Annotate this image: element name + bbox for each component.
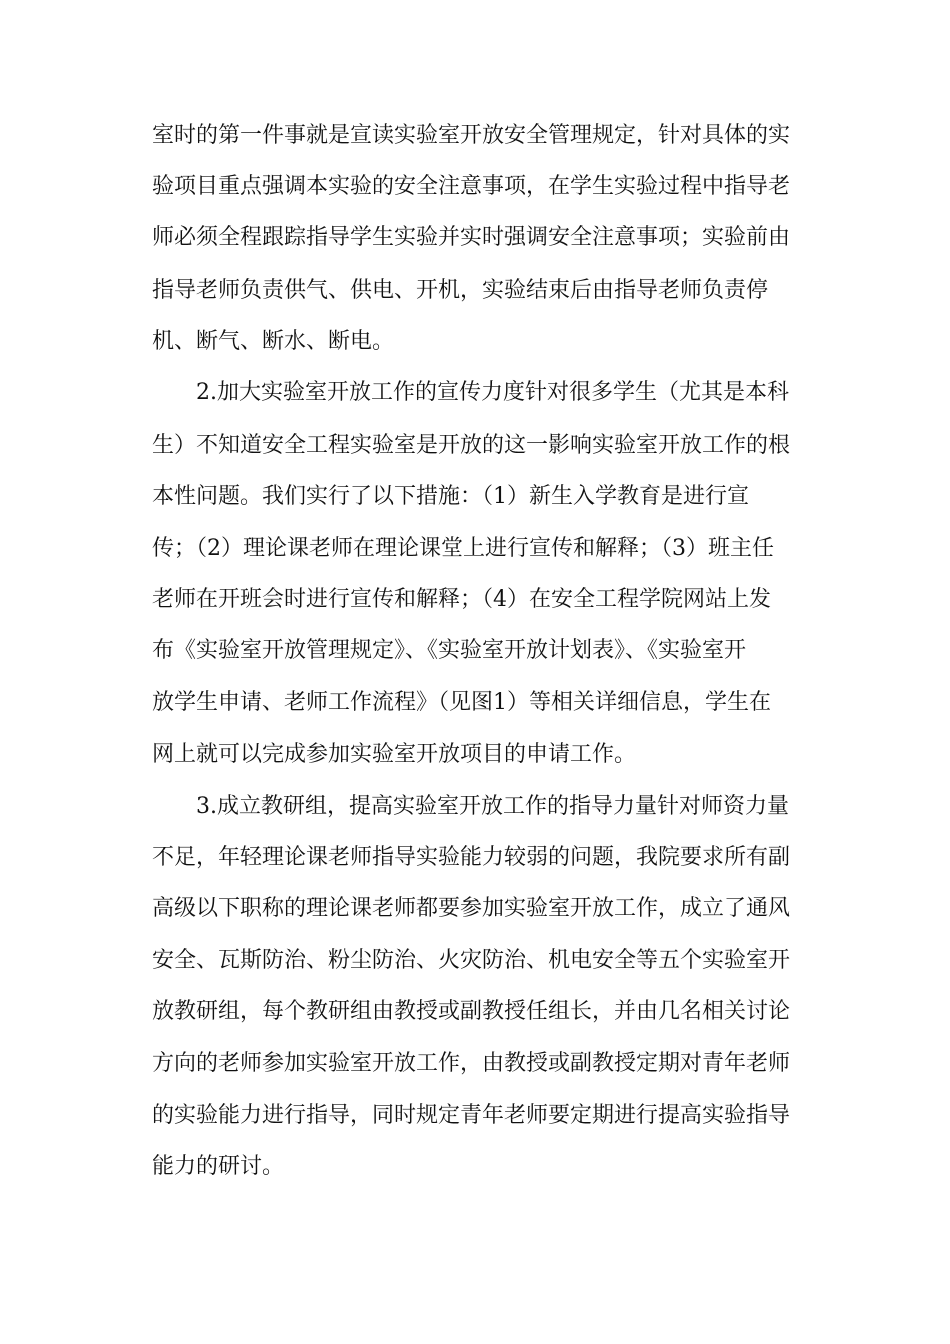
text-line: 不足，年轻理论课老师指导实验能力较弱的问题，我院要求所有副 [152,845,791,870]
text-line: 安全、瓦斯防治、粉尘防治、火灾防治、机电安全等五个实验室开 [152,948,791,973]
text-line: 生）不知道安全工程实验室是开放的这一影响实验室开放工作的根 [152,433,791,458]
text-line: 验项目重点强调本实验的安全注意事项，在学生实验过程中指导老 [152,174,791,199]
text-line: 放学生申请、老师工作流程》（见图1）等相关详细信息，学生在 [152,690,771,715]
text-line: 室时的第一件事就是宣读实验室开放安全管理规定，针对具体的实 [152,123,791,148]
text-line: 布《实验室开放管理规定》、《实验室开放计划表》、《实验室开 [152,638,747,663]
text-line: 师必须全程跟踪指导学生实验并实时强调安全注意事项；实验前由 [152,225,791,250]
text-line: 的实验能力进行指导，同时规定青年老师要定期进行提高实验指导 [152,1103,791,1128]
text-line: 本性问题。我们实行了以下措施：（1）新生入学教育是进行宣 [152,484,749,509]
text-line: 方向的老师参加实验室开放工作，由教授或副教授定期对青年老师 [152,1051,791,1076]
text-line: 老师在开班会时进行宣传和解释；（4）在安全工程学院网站上发 [152,587,771,612]
text-line: 网上就可以完成参加实验室开放项目的申请工作。 [152,742,637,767]
paragraph-3-first-line: 3.成立教研组，提高实验室开放工作的指导力量针对师资力量 [196,794,789,819]
text-line: 传；（2）理论课老师在理论课堂上进行宣传和解释；（3）班主任 [152,536,774,561]
text-line: 指导老师负责供气、供电、开机，实验结束后由指导老师负责停 [152,278,769,303]
paragraph-2-first-line: 2.加大实验室开放工作的宣传力度针对很多学生（尤其是本科 [196,380,789,405]
text-line: 高级以下职称的理论课老师都要参加实验室开放工作，成立了通风 [152,896,791,921]
text-line: 能力的研讨。 [152,1154,285,1179]
text-line: 机、断气、断水、断电。 [152,329,395,354]
text-line: 放教研组，每个教研组由教授或副教授任组长，并由几名相关讨论 [152,999,791,1024]
